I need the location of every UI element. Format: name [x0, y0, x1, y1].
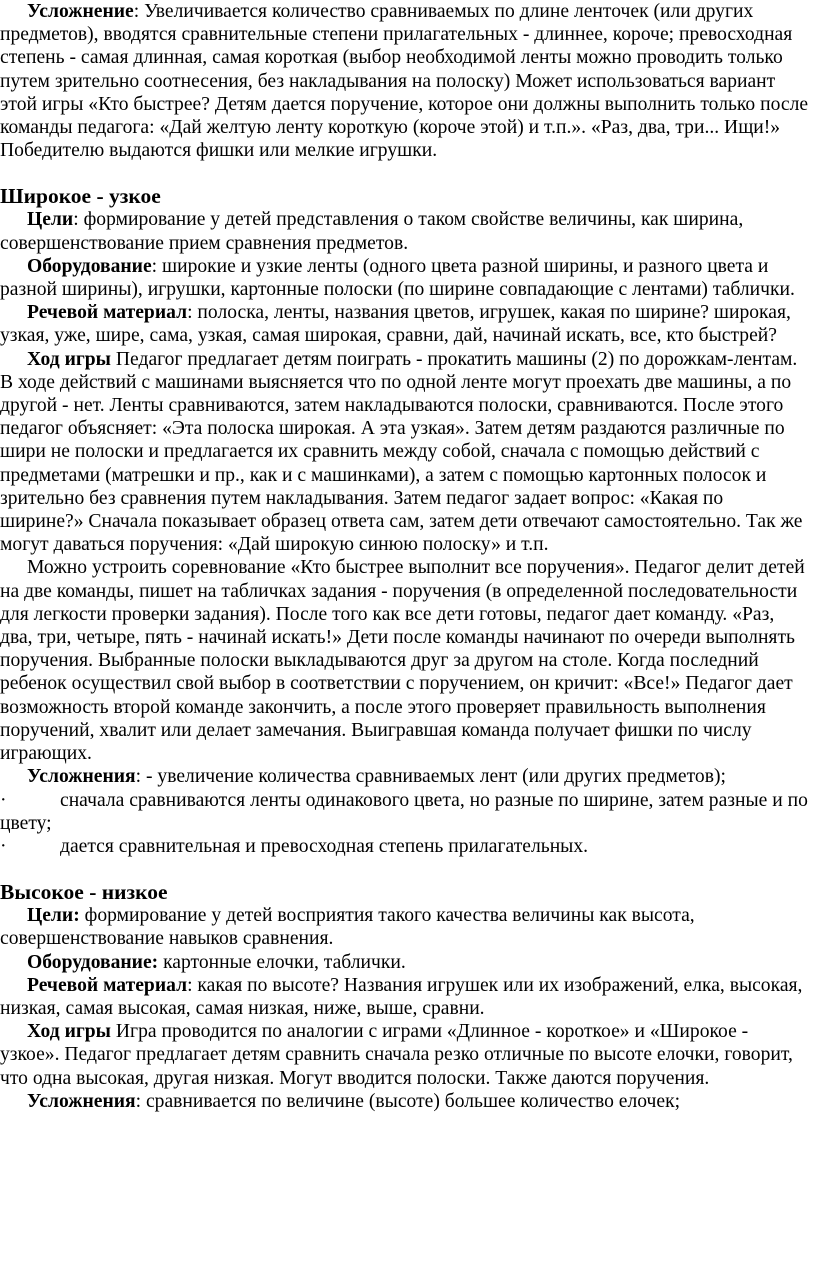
s1-complications	[0, 765, 810, 788]
s2-goals-text: формирование у детей восприятия такого качества величины как высота, совершенствование навыков сравнения.	[0, 905, 695, 950]
s2-speech-label: Речевой материал	[27, 974, 188, 996]
section-title-wide-narrow: Широкое - узкое	[0, 184, 161, 209]
section-title-high-low: Высокое - низкое	[0, 880, 168, 905]
intro-text: : Увеличивается количество сравниваемых по длине ленточек (или других предметов), вводятся сравнительные степени прилагательных - длиннее, короче; превосходная степень - самая длинная, самая короткая (выбор необходимой ленты можно проводить только путем зрительно соотнесения, без накладывания на полоску) Может использоваться вариант этой игры «Кто быстрее? Детям дается поручение, которое они должны выполнить только после команды педагога: «Дай желтую ленту короткую (короче этой) и т.п.». «Раз, два, три... Ищи!» Победителю выдаются фишки или мелкие игрушки.	[0, 1, 809, 162]
s2-equipment	[0, 951, 810, 974]
s1-speech	[0, 301, 810, 347]
s1-speech-text: : полоска, ленты, названия цветов, игрушек, какая по ширине? широкая, узкая, уже, шире, сама, узкая, самая широкая, сравни, дай, начинай искать, все, кто быстрей?	[0, 302, 791, 347]
s1-game	[0, 348, 810, 557]
s2-speech-text: : какая по высоте? Названия игрушек или их изображений, елка, высокая, низкая, самая высокая, самая низкая, ниже, выше, сравни.	[0, 974, 803, 1019]
bullet-marker: ·	[0, 835, 7, 857]
s1-equipment-label: Оборудование	[27, 255, 152, 277]
bullet-text: сначала сравниваются ленты одинакового цвета, но разные по ширине, затем разные и по цвету;	[0, 789, 808, 834]
s1-goals-label: Цели	[27, 209, 74, 231]
s2-complications-text: : сравнивается по величине (высоте) большее количество елочек;	[135, 1090, 681, 1112]
s1-goals-text: : формирование у детей представления о таком свойстве величины, как ширина, совершенствование прием сравнения предметов.	[0, 209, 744, 254]
s1-speech-label: Речевой материал	[27, 302, 188, 324]
s1-game-label: Ход игры	[27, 348, 111, 370]
s2-equipment-label: Оборудование:	[27, 951, 159, 973]
s1-goals	[0, 208, 810, 254]
s1-equipment	[0, 255, 810, 301]
s1-contest: Можно устроить соревнование «Кто быстрее выполнит все поручения». Педагог делит детей на две команды, пишет на табличках задания - поручения (в определенной последовательности для легкости проверки задания). После того как все дети готовы, педагог дает команду. «Раз, два, три, четыре, пять - начинай искать!» Дети после команды начинают по очереди выполнять поручения. Выбранные полоски выкладываются друг за другом на столе. Когда последний ребенок осуществил свой выбор в соответствии с поручением, он кричит: «Все!» Педагог дает возможность второй команде закончить, а после этого проверяет правильность выполнения поручений, хвалит или делает замечания. Выигравшая команда получает фишки по числу играющих.	[0, 557, 805, 765]
s2-complications	[0, 1090, 810, 1113]
bullet-text: дается сравнительная и превосходная степень прилагательных.	[60, 835, 589, 857]
intro-paragraph	[0, 0, 810, 162]
s2-complications-label: Усложнения	[27, 1090, 136, 1112]
bullet-marker: ·	[0, 789, 7, 811]
s2-game	[0, 1020, 810, 1090]
s1-game-text: Педагог предлагает детям поиграть - прокатить машины (2) по дорожкам-лентам. В ходе действий с машинами выясняется что по одной ленте могут проехать две машины, а по другой - нет. Ленты сравниваются, затем накладываются полоски, сравниваются. После этого педагог объясняет: «Эта полоска широкая. А эта узкая». Затем детям раздаются различные по шири не полоски и предлагается их сравнить между собой, сначала с помощью действий с предметами (матрешки и пр., как и с машинками), а затем с помощью картонных полосок и зрительно без сравнения путем накладывания. Затем педагог задает вопрос: «Какая по ширине?» Сначала показывает образец ответа сам, затем дети отвечают самостоятельно. Так же могут даваться поручения: «Дай широкую синюю полоску» и т.п.	[0, 348, 803, 556]
s1-equipment-text: : широкие и узкие ленты (одного цвета разной ширины, и разного цвета и разной ширины), игрушки, картонные полоски (по ширине совпадающие с лентами) таблички.	[0, 255, 795, 301]
s2-goals-label: Цели:	[27, 905, 80, 927]
s2-game-text: Игра проводится по аналогии с играми «Длинное - короткое» и «Широкое - узкое». Педагог предлагает детям сравнить сначала резко отличные по высоте елочки, говорит, что одна высокая, другая низкая. Могут вводится полоски. Также даются поручения.	[0, 1021, 793, 1089]
s2-game-label: Ход игры	[27, 1021, 111, 1043]
s1-bullet-item	[0, 789, 810, 835]
s1-complications-label: Усложнения	[27, 766, 136, 788]
intro-label: Усложнение	[27, 1, 134, 22]
s1-bullet-item	[0, 835, 810, 858]
s1-complications-text: : - увеличение количества сравниваемых лент (или других предметов);	[135, 766, 726, 788]
s2-equipment-text: картонные елочки, таблички.	[158, 951, 406, 973]
s2-speech	[0, 974, 810, 1020]
s2-goals	[0, 904, 810, 950]
